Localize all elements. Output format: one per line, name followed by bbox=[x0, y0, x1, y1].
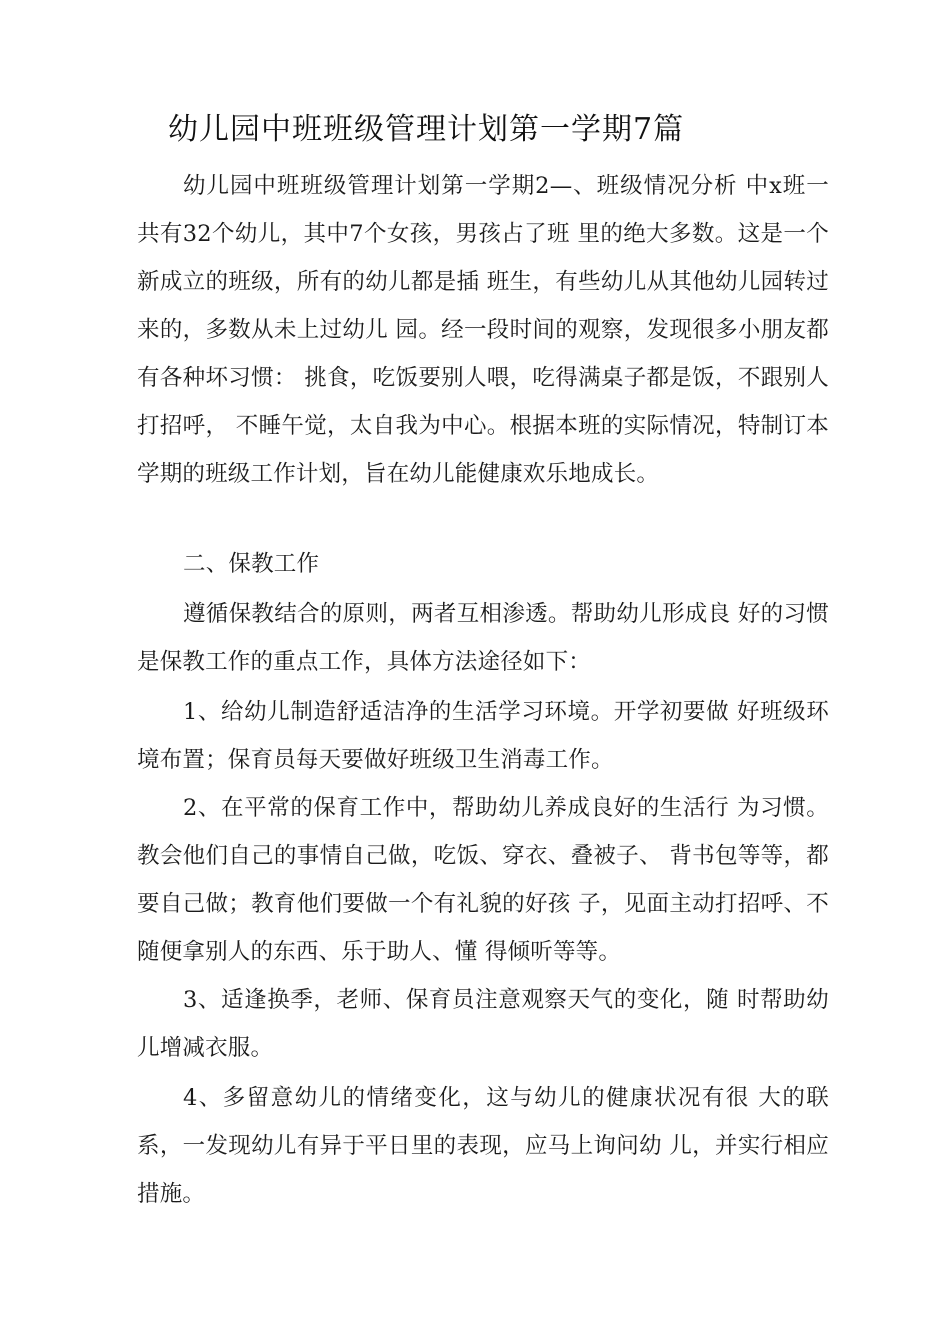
paragraph-principle: 遵循保教结合的原则，两者互相渗透。帮助幼儿形成良 好的习惯是保教工作的重点工作，具体方法途径如下： bbox=[137, 601, 829, 675]
paragraph-item-1: 1、给幼儿制造舒适洁净的生活学习环境。开学初要做 好班级环境布置；保育员每天要做好班级卫生消毒工作。 bbox=[137, 699, 829, 773]
paragraph-class-analysis: 幼儿园中班班级管理计划第一学期2—、班级情况分析 中x班一共有32个幼儿，其中7个女孩，男孩占了班 里的绝大多数。这是一个新成立的班级，所有的幼儿都是插 班生，有些幼儿从其他幼儿园转过来的，多数从未上过幼儿 园。经一段时间的观察，发现很多小朋友都有各种坏习惯： 挑食，吃饭要别人喂，吃得满桌子都是饭，不跟别人打招呼， 不睡午觉，太自我为中心。根据本班的实际情况，特制订本 学期的班级工作计划，旨在幼儿能健康欢乐地成长。 bbox=[137, 173, 829, 487]
paragraph-item-2: 2、在平常的保育工作中，帮助幼儿养成良好的生活行 为习惯。教会他们自己的事情自己做，吃饭、穿衣、叠被子、 背书包等等，都要自己做；教育他们要做一个有礼貌的好孩 子，见面主动打招呼、不随便拿别人的东西、乐于助人、懂 得倾听等等。 bbox=[137, 795, 829, 965]
document-title: 幼儿园中班班级管理计划第一学期7篇 bbox=[168, 112, 685, 147]
paragraph-item-4: 4、多留意幼儿的情绪变化，这与幼儿的健康状况有很 大的联系，一发现幼儿有异于平日里的表现，应马上询问幼 儿，并实行相应措施。 bbox=[137, 1085, 829, 1207]
paragraph-item-3: 3、适逢换季，老师、保育员注意观察天气的变化，随 时帮助幼儿增减衣服。 bbox=[137, 987, 829, 1061]
section-heading-care-education: 二、保教工作 bbox=[183, 551, 320, 577]
